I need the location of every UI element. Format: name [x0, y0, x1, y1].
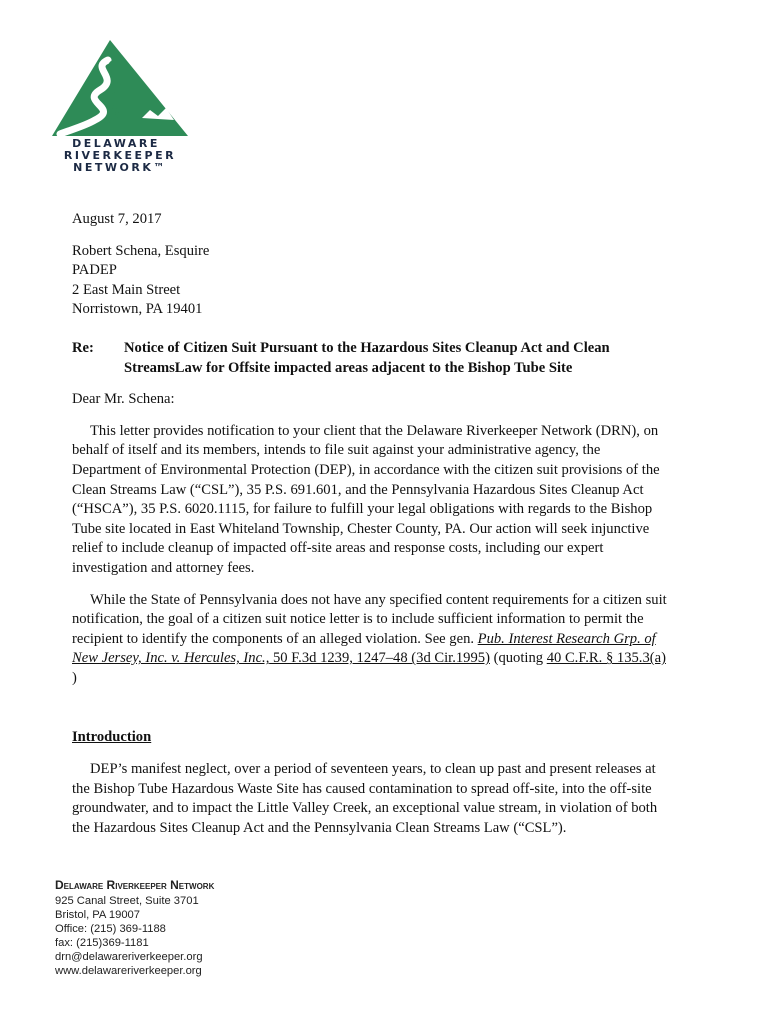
logo-line-3: NETWORK™	[73, 161, 167, 174]
footer-city: Bristol, PA 19007	[55, 909, 140, 921]
address-line: Norristown, PA 19401	[72, 301, 203, 318]
letterhead-footer	[55, 878, 214, 978]
footer-email: drn@delawareriverkeeper.org	[55, 951, 203, 963]
paragraph-introduction: DEP’s manifest neglect, over a period of seventeen years, to clean up past and present releases at the Bishop Tube Hazardous Waste Site has caused contamination to spread off-site, into the off-site groundwater, and to impact the Little Valley Creek, an exceptional value stream, in violation of both the Hazardous Sites Cleanup Act and the Pennsylvania Clean Streams Law (“CSL”).	[72, 761, 658, 836]
logo-triangle-icon	[50, 38, 190, 138]
footer-fax: fax: (215)369-1181	[55, 937, 149, 949]
subject-label: Re:	[72, 339, 94, 356]
recipient-address	[72, 242, 672, 320]
letter-body	[72, 210, 672, 838]
quoting-text: (quoting	[489, 650, 547, 667]
paragraph-text: While the State of Pennsylvania does not have any specified content requirements for a citizen suit notification, the goal of a citizen suit notice letter is to include sufficient information to permit the recipient to identify the components of an alleged violation. See gen.	[72, 591, 667, 647]
logo-line-1: DELAWARE	[72, 137, 160, 150]
letter-date: August 7, 2017	[72, 211, 162, 227]
logo-wordmark	[50, 138, 190, 174]
organization-logo	[50, 38, 200, 174]
address-line: 2 East Main Street	[72, 281, 181, 298]
subject-text	[124, 339, 672, 378]
footer-website: www.delawareriverkeeper.org	[55, 965, 202, 977]
subject-line	[72, 339, 672, 378]
subject-text-line-2: StreamsLaw for Offsite impacted areas adjacent to the Bishop Tube Site	[124, 359, 573, 376]
salutation: Dear Mr. Schena:	[72, 391, 175, 408]
logo-line-2: RIVERKEEPER	[63, 149, 177, 162]
address-line: PADEP	[72, 262, 117, 279]
address-line: Robert Schena, Esquire	[72, 242, 210, 259]
footer-org-name: Delaware Riverkeeper Network	[55, 878, 215, 892]
subject-text-line-1: Notice of Citizen Suit Pursuant to the Hazardous Sites Cleanup Act and Clean	[124, 339, 610, 356]
paragraph-notification: This letter provides notification to your client that the Delaware Riverkeeper Network (DRN), on behalf of itself and its members, intends to file suit against your administrative agency, the Department of Environmental Protection (DEP), in accordance with the citizen suit provisions of the Clean Streams Law (“CSL”), 35 P.S. 691.601, and the Pennsylvania Hazardous Sites Cleanup Act (“HSCA”), 35 P.S. 6020.1115, for failure to fulfill your legal obligations with regards to the Bishop Tube site located in East Whiteland Township, Chester County, PA. Our action will seek injunctive relief to include cleanup of impacted off-site areas and response costs, including our expert investigation and attorney fees.	[72, 422, 660, 576]
footer-office-phone: Office: (215) 369-1188	[55, 923, 166, 935]
case-citation-link[interactable]: Pub. Interest Research Grp. of New Jersey, Inc. v. Hercules, Inc.,	[72, 630, 656, 667]
paragraph-requirements	[72, 591, 672, 689]
paragraph-end: )	[72, 669, 77, 686]
reporter-citation-link[interactable]: 50 F.3d 1239, 1247–48 (3d Cir.1995)	[269, 650, 490, 667]
section-heading-introduction: Introduction	[72, 729, 152, 746]
cfr-citation-link[interactable]: 40 C.F.R. § 135.3(a)	[546, 650, 666, 667]
footer-street: 925 Canal Street, Suite 3701	[55, 895, 199, 907]
